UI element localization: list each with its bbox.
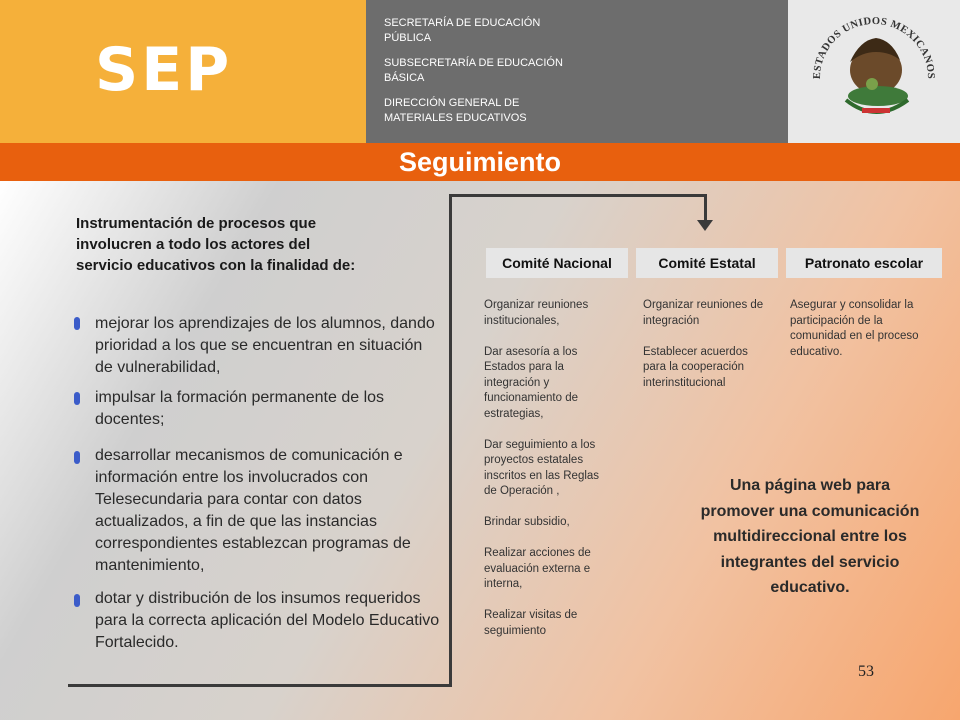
national-seal-icon (788, 0, 960, 143)
bullet-item: mejorar los aprendizajes de los alumnos, dando prioridad a los que se encuentran en situación de vulnerabilidad, (95, 315, 435, 376)
header-seal-panel (788, 0, 960, 143)
frame-top-line (449, 194, 707, 197)
bullet-item: dotar y distribución de los insumos requeridos para la correcta aplicación del Modelo Educativo Fortalecido. (95, 590, 440, 651)
heading-comite-estatal: Comité Estatal (636, 248, 778, 278)
heading-comite-nacional: Comité Nacional (486, 248, 628, 278)
frame-vertical-line (449, 194, 452, 687)
intro-text: Instrumentación de procesos que involucren a todo los actores del servicio educativos con la finalidad de: (76, 215, 356, 274)
sep-logo: SEP (95, 35, 233, 105)
org-line-direccion: DIRECCIÓN GENERAL DE MATERIALES EDUCATIVOS (384, 97, 527, 124)
header-logo-panel (0, 0, 366, 143)
seal-text: ESTADOS UNIDOS MEXICANOS (811, 15, 937, 80)
bullet-icon (74, 594, 80, 607)
frame-bottom-line (68, 684, 450, 687)
heading-patronato-escolar: Patronato escolar (786, 248, 942, 278)
org-line-subsecretaria: SUBSECRETARÍA DE EDUCACIÓN BÁSICA (384, 57, 563, 84)
comite-nacional-text: Organizar reuniones institucionales, Dar asesoría a los Estados para la integración y funcionamiento de estrategias, Dar seguimiento a los proyectos estatales inscritos en las Reglas de Operación , Brindar subsidio, Realizar acciones de evaluación externa e interna, Realizar visitas de seguimiento (484, 299, 600, 637)
bullet-item: desarrollar mecanismos de comunicación e información entre los involucrados con Telesecundaria para contar con datos actualizados, a fin de que las instancias correspondientes establezcan programas de mantenimiento, (95, 447, 411, 574)
page-number: 53 (858, 663, 874, 680)
arrow-down-icon (697, 220, 713, 231)
bullet-icon (74, 451, 80, 464)
bullet-icon (74, 317, 80, 330)
bullet-item: impulsar la formación permanente de los docentes; (95, 389, 385, 428)
callout-text: Una página web para promover una comunicación multidireccional entre los integrantes del servicio educativo. (700, 477, 920, 596)
bullet-icon (74, 392, 80, 405)
comite-estatal-text: Organizar reuniones de integración Establecer acuerdos para la cooperación interinstitucional (643, 299, 764, 389)
org-line-secretaria: SECRETARÍA DE EDUCACIÓN PÚBLICA (384, 17, 541, 44)
header-org-panel (366, 0, 788, 143)
page-title: Seguimiento (398, 147, 561, 177)
patronato-escolar-text: Asegurar y consolidar la participación de la comunidad en el proceso educativo. (790, 299, 919, 358)
